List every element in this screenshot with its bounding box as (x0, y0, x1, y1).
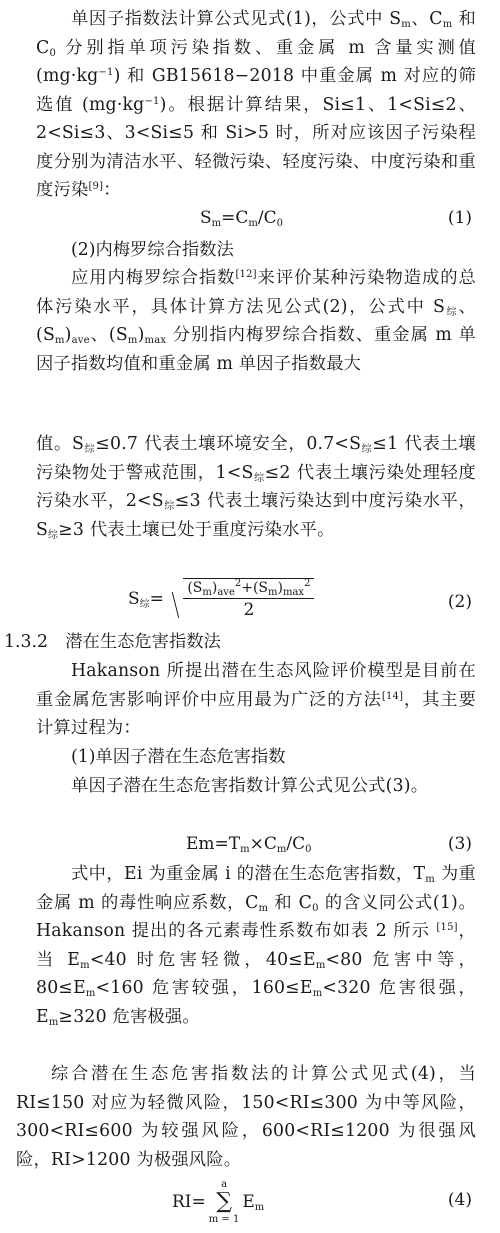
equation-3-formula: $Em=T_m\times C_m/C_0$ (186, 834, 312, 855)
p1-text: 和 C (36, 9, 476, 58)
equation-2 (36, 578, 476, 630)
p1-text: 单因子指数法计算公式见式(1)，公式中 S (71, 9, 402, 29)
citation-ref: [12] (235, 269, 257, 280)
p1-sub: m (401, 19, 411, 30)
paragraph-nemerow: 应用内梅罗综合指数[12]来评价某种污染物造成的总体污染水平，具体计算方法见公式(2)，公式中 $S_综$、$(S_m)_{ave}$、$(S_m)_{max}$ 分别指内梅罗综合指数、重金属 m 单因子指数均值和重金属 m 单因子指数最大 (36, 268, 476, 374)
equation-1-number: (1) (447, 208, 472, 228)
equation-4 (36, 1178, 476, 1228)
heading-nemerow: (2)内梅罗综合指数法 (71, 240, 234, 260)
citation-ref: [15] (436, 922, 458, 933)
p1-text: 、C (410, 9, 443, 29)
equation-4-number: (4) (447, 1190, 472, 1210)
p1-text: 分别指单项污染指数、重金属 m 含量实测值(mg·kg (36, 37, 476, 86)
equation-1-formula: $S_m=C_m/C_0$ (200, 208, 284, 229)
equation-4-formula: RI= a ∑ m = 1 $E_m$ (172, 1179, 265, 1225)
p1-text: )。根据计算结果，Si≤1、1<Si≤2、2<Si≤3、3<Si≤5 和 Si>5 时，所对应该因子污染程度分别为清洁水平、轻微污染、轻度污染、中度污染和重度污染 (36, 94, 476, 200)
paragraph-hakanson-levels: 式中，Ei 为重金属 i 的潜在生态危害指数，$T_m$ 为重金属 m 的毒性响应系数，$C_m$ 和 $C_0$ 的含义同公式(1)。Hakanson 提出的各元素毒性系数布如表 2 所示 [15]，当 $E_m<40$ 时危害轻微，$40\le E_m<80$ 危害中等，$80\le E_m<160$ 危害较强，$160\le E_m<320$ 危害很强，$E_m\ge 320$ 危害极强。 (36, 864, 477, 1028)
paragraph-ri: 综合潜在生态危害指数法的计算公式见式(4)，当 RI≤150 对应为轻微风险，150<RI≤300 为中等风险，300<RI≤600 为较强风险，600<RI≤1200 为很强风险，RI>1200 为极强风险。 (16, 1064, 476, 1170)
paragraph-single-factor (36, 5, 476, 205)
p1-sub: m (442, 19, 453, 30)
heading-single-factor-risk: (1)单因子潜在生态危害指数 (71, 747, 286, 767)
sigma-symbol: ∑ (216, 1189, 232, 1214)
summation: a ∑ m = 1 (208, 1179, 240, 1225)
citation-ref: [9] (88, 181, 104, 192)
citation-ref: [14] (381, 690, 404, 702)
equation-3-number: (3) (447, 834, 472, 854)
equation-1 (36, 206, 476, 240)
p1-sup: −1 (144, 95, 160, 107)
equation-2-formula: $S_综=$ $\frac{(S_m)_{ave}^2+(S_m)_{max}^2}{2}$ (128, 578, 314, 620)
p1-text: ： (103, 180, 121, 200)
p1-sub: 0 (49, 47, 56, 59)
p1-sup: −1 (98, 67, 114, 78)
section-heading-1-3-2: 1.3.2 潜在生态危害指数法 (4, 632, 221, 652)
paragraph-nemerow-levels: 值。$S_综\le 0.7$ 代表土壤环境安全，$0.7<S_综\le 1$ 代表土壤污染物处于警戒范围，$1<S_综\le 2$ 代表土壤污染处理轻度污染水平，$2<S_综\le 3$ 代表土壤污染达到中度污染水平，$S_综\ge 3$ 代表土壤已处于重度污染水平。 (36, 434, 476, 541)
equation-2-number: (2) (447, 592, 472, 612)
paragraph-formula-3-ref: 单因子潜在生态危害指数计算公式见公式(3)。 (71, 776, 429, 796)
fraction: $\frac{(S_m)_{ave}^2+(S_m)_{max}^2}{2}$ (183, 580, 314, 620)
paragraph-hakanson-intro: Hakanson 所提出潜在生态风险评价模型是目前在重金属危害影响评价中应用最为广泛的方法[14]，其主要计算过程为： (36, 661, 476, 738)
p1-text: ) 和 GB15618−2018 中重金属 m 对应的筛选值 (mg·kg (36, 66, 476, 115)
square-root (169, 578, 314, 620)
